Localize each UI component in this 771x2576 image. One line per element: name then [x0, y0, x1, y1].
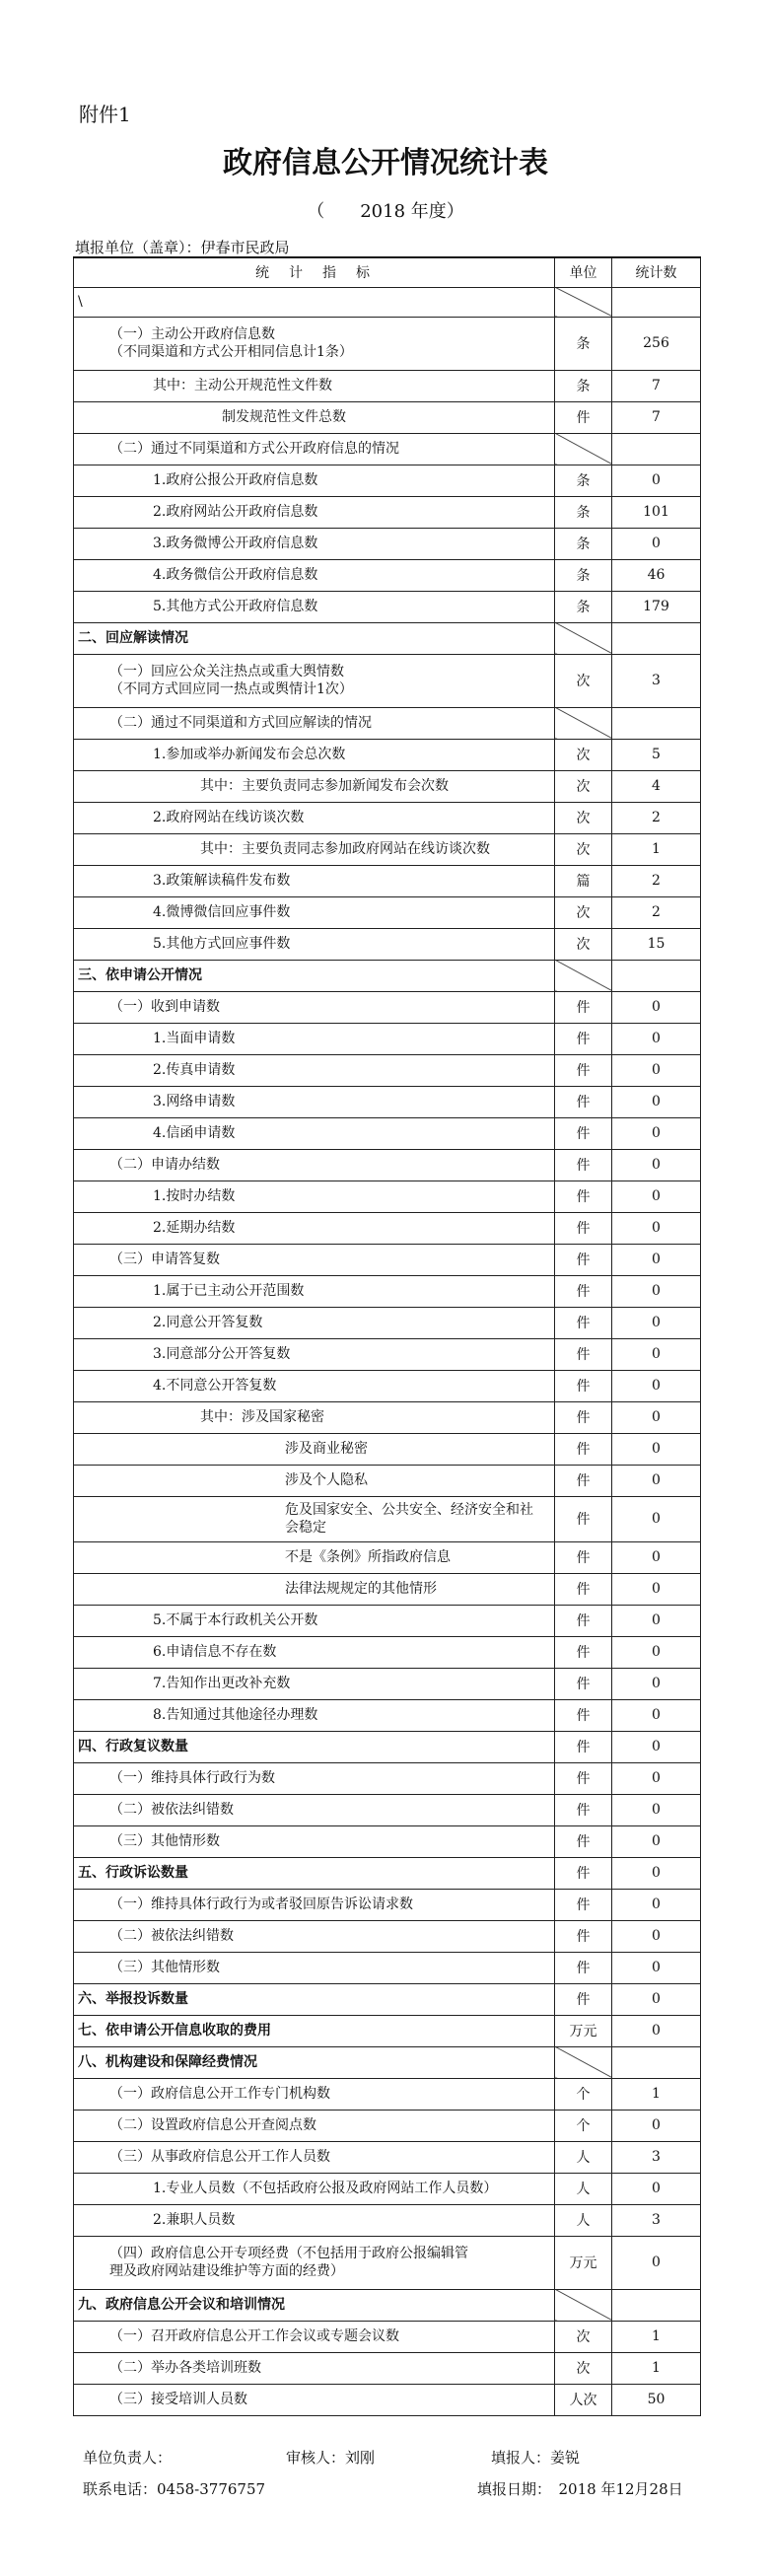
- row-label: 不是《条例》所指政府信息: [74, 1541, 555, 1573]
- row-unit: 条: [555, 496, 612, 528]
- table-row: [74, 317, 701, 370]
- row-label: 八、机构建设和保障经费情况: [74, 2046, 555, 2078]
- row-value: 0: [612, 1338, 701, 1370]
- table-row: [74, 833, 701, 865]
- row-value: 0: [612, 1605, 701, 1636]
- table-row: [74, 802, 701, 833]
- row-label: （二）通过不同渠道和方式公开政府信息的情况: [74, 433, 555, 465]
- row-value: 0: [612, 1465, 701, 1496]
- row-unit: 件: [555, 1307, 612, 1338]
- table-row: [74, 401, 701, 433]
- row-label: 1.专业人员数（不包括政府公报及政府网站工作人员数）: [74, 2173, 555, 2204]
- row-unit: 条: [555, 559, 612, 591]
- row-value: 0: [612, 1889, 701, 1920]
- row-label: （一）维持具体行政行为数: [74, 1762, 555, 1794]
- row-value: 0: [612, 1370, 701, 1401]
- row-unit: 万元: [555, 2015, 612, 2046]
- table-row: [74, 433, 701, 465]
- table-row: [74, 1762, 701, 1794]
- table-row: [74, 1244, 701, 1275]
- row-unit: 人: [555, 2204, 612, 2236]
- header-value: 统计数: [612, 257, 701, 287]
- row-value: [612, 622, 701, 654]
- table-row: [74, 1699, 701, 1731]
- row-unit: 条: [555, 591, 612, 622]
- table-row: [74, 896, 701, 928]
- row-label: （一）回应公众关注热点或重大舆情数 （不同方式回应同一热点或舆情计1次）: [74, 654, 555, 707]
- document-title: 政府信息公开情况统计表: [223, 146, 548, 180]
- row-label: 其中：主动公开规范性文件数: [74, 370, 555, 401]
- row-label: （二）设置政府信息公开查阅点数: [74, 2110, 555, 2141]
- row-unit: 次: [555, 833, 612, 865]
- table-row: [74, 1825, 701, 1857]
- table-header-row: [74, 257, 701, 287]
- row-value: 0: [612, 1401, 701, 1433]
- report-year: （ 2018 年度）: [307, 201, 464, 222]
- table-row: [74, 1117, 701, 1149]
- section-row: [74, 960, 701, 991]
- row-label: 制发规范性文件总数: [74, 401, 555, 433]
- table-row: [74, 739, 701, 770]
- row-unit: 件: [555, 1117, 612, 1149]
- row-value: 15: [612, 928, 701, 960]
- row-value: 0: [612, 1307, 701, 1338]
- row-unit: 次: [555, 770, 612, 802]
- row-value: 50: [612, 2384, 701, 2415]
- row-unit: 篇: [555, 865, 612, 896]
- table-row: [74, 2078, 701, 2110]
- row-unit: 次: [555, 2352, 612, 2384]
- row-unit: 件: [555, 1212, 612, 1244]
- row-unit: 件: [555, 1699, 612, 1731]
- table-row: [74, 1370, 701, 1401]
- row-label: 1.参加或举办新闻发布会总次数: [74, 739, 555, 770]
- row-unit: 件: [555, 1952, 612, 1983]
- row-label: （三）接受培训人员数: [74, 2384, 555, 2415]
- section-row: [74, 2046, 701, 2078]
- row-unit: 条: [555, 528, 612, 559]
- table-row: [74, 1952, 701, 1983]
- row-label: 2.同意公开答复数: [74, 1307, 555, 1338]
- row-label: 四、行政复议数量: [74, 1731, 555, 1762]
- table-row: [74, 928, 701, 960]
- table-row: [74, 1149, 701, 1181]
- row-value: 0: [612, 1636, 701, 1668]
- row-value: 0: [612, 2015, 701, 2046]
- row-unit: 次: [555, 739, 612, 770]
- row-unit: 件: [555, 1605, 612, 1636]
- row-label: （三）申请答复数: [74, 1244, 555, 1275]
- section-row: [74, 1731, 701, 1762]
- row-label: 4.政务微信公开政府信息数: [74, 559, 555, 591]
- table-row: [74, 2204, 701, 2236]
- row-label: 1.当面申请数: [74, 1023, 555, 1054]
- row-value: 0: [612, 1983, 701, 2015]
- row-value: 1: [612, 2352, 701, 2384]
- row-unit: 件: [555, 1573, 612, 1605]
- table-row: [74, 1275, 701, 1307]
- diagonal-cell: [555, 2046, 612, 2078]
- row-label: 2.政府网站在线访谈次数: [74, 802, 555, 833]
- table-row: [74, 2321, 701, 2352]
- row-value: 256: [612, 317, 701, 370]
- table-row: [74, 1794, 701, 1825]
- table-row: [74, 865, 701, 896]
- header-unit: 单位: [555, 257, 612, 287]
- table-row: [74, 707, 701, 739]
- row-value: 1: [612, 833, 701, 865]
- row-value: 0: [612, 1023, 701, 1054]
- row-label: 7.告知作出更改补充数: [74, 1668, 555, 1699]
- row-label: （三）其他情形数: [74, 1952, 555, 1983]
- row-value: 4: [612, 770, 701, 802]
- row-value: 0: [612, 1541, 701, 1573]
- row-value: 0: [612, 2236, 701, 2289]
- row-label: （二）举办各类培训班数: [74, 2352, 555, 2384]
- row-label: 2.政府网站公开政府信息数: [74, 496, 555, 528]
- section-row: [74, 1857, 701, 1889]
- row-label: （一）主动公开政府信息数 （不同渠道和方式公开相同信息计1条）: [74, 317, 555, 370]
- section-row: [74, 2015, 701, 2046]
- table-row: [74, 2110, 701, 2141]
- row-unit: 件: [555, 1338, 612, 1370]
- table-body: [74, 287, 701, 2415]
- row-unit: 件: [555, 1244, 612, 1275]
- row-label: （一）政府信息公开工作专门机构数: [74, 2078, 555, 2110]
- section-row: [74, 2289, 701, 2321]
- row-label: （二）被依法纠错数: [74, 1794, 555, 1825]
- row-label: （一）召开政府信息公开工作会议或专题会议数: [74, 2321, 555, 2352]
- row-label: 4.微博微信回应事件数: [74, 896, 555, 928]
- table-row: [74, 1496, 701, 1541]
- table-row: [74, 1605, 701, 1636]
- row-unit: 万元: [555, 2236, 612, 2289]
- diagonal-cell: [555, 960, 612, 991]
- row-value: 1: [612, 2321, 701, 2352]
- section-row: [74, 622, 701, 654]
- row-value: 0: [612, 1275, 701, 1307]
- row-value: 0: [612, 1952, 701, 1983]
- table-row: [74, 559, 701, 591]
- row-unit: 件: [555, 1983, 612, 2015]
- attachment-label: 附件1: [79, 103, 131, 126]
- row-label: 其中：主要负责同志参加新闻发布会次数: [74, 770, 555, 802]
- row-value: [612, 2289, 701, 2321]
- row-label: 4.不同意公开答复数: [74, 1370, 555, 1401]
- row-unit: 件: [555, 1370, 612, 1401]
- row-value: [612, 707, 701, 739]
- row-label: 3.政策解读稿件发布数: [74, 865, 555, 896]
- table-row: [74, 287, 701, 317]
- diagonal-cell: [555, 707, 612, 739]
- row-value: 2: [612, 802, 701, 833]
- row-unit: 次: [555, 896, 612, 928]
- row-value: 3: [612, 2204, 701, 2236]
- row-value: [612, 433, 701, 465]
- row-value: 0: [612, 1117, 701, 1149]
- row-value: 0: [612, 1857, 701, 1889]
- table-row: [74, 1433, 701, 1465]
- row-value: 0: [612, 528, 701, 559]
- row-unit: 件: [555, 1054, 612, 1086]
- table-row: [74, 370, 701, 401]
- header-indicator: 统 计 指 标: [74, 257, 555, 287]
- row-label: 3.网络申请数: [74, 1086, 555, 1117]
- row-unit: 件: [555, 1465, 612, 1496]
- row-value: 7: [612, 401, 701, 433]
- row-label: （二）通过不同渠道和方式回应解读的情况: [74, 707, 555, 739]
- row-unit: 件: [555, 1920, 612, 1952]
- table-row: [74, 1023, 701, 1054]
- row-unit: 件: [555, 1149, 612, 1181]
- row-value: 0: [612, 1794, 701, 1825]
- row-label: 其中：主要负责同志参加政府网站在线访谈次数: [74, 833, 555, 865]
- table-row: [74, 1338, 701, 1370]
- row-label: 涉及个人隐私: [74, 1465, 555, 1496]
- diagonal-cell: [555, 287, 612, 317]
- row-label: （一）收到申请数: [74, 991, 555, 1023]
- row-value: 0: [612, 2110, 701, 2141]
- row-label: 5.不属于本行政机关公开数: [74, 1605, 555, 1636]
- table-row: [74, 1573, 701, 1605]
- row-value: 0: [612, 1496, 701, 1541]
- row-value: 0: [612, 2173, 701, 2204]
- row-unit: 次: [555, 928, 612, 960]
- row-unit: 条: [555, 465, 612, 496]
- table-row: [74, 1307, 701, 1338]
- table-row: [74, 991, 701, 1023]
- reporting-unit: 填报单位（盖章）：伊春市民政局: [75, 239, 290, 256]
- row-unit: 个: [555, 2110, 612, 2141]
- table-row: [74, 1541, 701, 1573]
- row-label: 1.政府公报公开政府信息数: [74, 465, 555, 496]
- table-row: [74, 654, 701, 707]
- row-unit: 人: [555, 2173, 612, 2204]
- statistics-table: [73, 256, 701, 2416]
- row-label: 三、依申请公开情况: [74, 960, 555, 991]
- row-label: 2.传真申请数: [74, 1054, 555, 1086]
- row-label: （三）从事政府信息公开工作人员数: [74, 2141, 555, 2173]
- row-value: 7: [612, 370, 701, 401]
- row-value: 0: [612, 1244, 701, 1275]
- row-unit: 件: [555, 1762, 612, 1794]
- diagonal-cell: [555, 2289, 612, 2321]
- row-unit: 件: [555, 1731, 612, 1762]
- row-label: 六、举报投诉数量: [74, 1983, 555, 2015]
- row-value: [612, 960, 701, 991]
- row-unit: 件: [555, 1275, 612, 1307]
- row-label: 其中：涉及国家秘密: [74, 1401, 555, 1433]
- section-row: [74, 1983, 701, 2015]
- table-row: [74, 465, 701, 496]
- footer-reporter: 填报人：姜锐: [491, 2449, 581, 2467]
- row-unit: 件: [555, 401, 612, 433]
- row-unit: 人: [555, 2141, 612, 2173]
- table-row: [74, 1086, 701, 1117]
- row-unit: 件: [555, 1668, 612, 1699]
- table-row: [74, 1920, 701, 1952]
- row-label: 危及国家安全、公共安全、经济安全和社 会稳定: [74, 1496, 555, 1541]
- row-value: 0: [612, 465, 701, 496]
- row-unit: 件: [555, 1023, 612, 1054]
- row-value: 0: [612, 1573, 701, 1605]
- row-label: 3.政务微博公开政府信息数: [74, 528, 555, 559]
- row-value: 0: [612, 1054, 701, 1086]
- row-value: 0: [612, 1212, 701, 1244]
- row-unit: 次: [555, 2321, 612, 2352]
- row-value: 0: [612, 1149, 701, 1181]
- table-row: [74, 1181, 701, 1212]
- row-label: 涉及商业秘密: [74, 1433, 555, 1465]
- row-value: [612, 2046, 701, 2078]
- row-unit: 件: [555, 1401, 612, 1433]
- table-row: [74, 2352, 701, 2384]
- row-label: 8.告知通过其他途径办理数: [74, 1699, 555, 1731]
- row-label: 五、行政诉讼数量: [74, 1857, 555, 1889]
- table-row: [74, 2384, 701, 2415]
- row-label: 3.同意部分公开答复数: [74, 1338, 555, 1370]
- table-row: [74, 1212, 701, 1244]
- row-label: （一）维持具体行政行为或者驳回原告诉讼请求数: [74, 1889, 555, 1920]
- table-row: [74, 1401, 701, 1433]
- row-value: 0: [612, 1699, 701, 1731]
- table-row: [74, 2236, 701, 2289]
- row-value: [612, 287, 701, 317]
- row-value: 0: [612, 1825, 701, 1857]
- footer-date: 填报日期： 2018 年12月28日: [477, 2480, 683, 2498]
- row-unit: 次: [555, 802, 612, 833]
- row-value: 46: [612, 559, 701, 591]
- row-unit: 人次: [555, 2384, 612, 2415]
- row-unit: 次: [555, 654, 612, 707]
- row-value: 0: [612, 1433, 701, 1465]
- row-label: （四）政府信息公开专项经费（不包括用于政府公报编辑管 理及政府网站建设维护等方面的经费）: [74, 2236, 555, 2289]
- footer-phone: 联系电话：0458-3776757: [83, 2480, 266, 2498]
- row-label: 2.延期办结数: [74, 1212, 555, 1244]
- row-value: 0: [612, 991, 701, 1023]
- row-unit: 件: [555, 1794, 612, 1825]
- table-row: [74, 1889, 701, 1920]
- row-value: 0: [612, 1762, 701, 1794]
- row-value: 0: [612, 1920, 701, 1952]
- row-unit: 件: [555, 1857, 612, 1889]
- row-label: 2.兼职人员数: [74, 2204, 555, 2236]
- table-row: [74, 1465, 701, 1496]
- row-unit: 件: [555, 1825, 612, 1857]
- diagonal-cell: [555, 622, 612, 654]
- row-unit: 件: [555, 1181, 612, 1212]
- row-value: 0: [612, 1086, 701, 1117]
- row-label: 5.其他方式回应事件数: [74, 928, 555, 960]
- row-label: 6.申请信息不存在数: [74, 1636, 555, 1668]
- row-label: 法律法规规定的其他情形: [74, 1573, 555, 1605]
- table-row: [74, 770, 701, 802]
- row-unit: 条: [555, 317, 612, 370]
- row-value: 179: [612, 591, 701, 622]
- row-value: 2: [612, 865, 701, 896]
- row-value: 2: [612, 896, 701, 928]
- row-label: \: [74, 287, 555, 317]
- table-row: [74, 528, 701, 559]
- row-label: 5.其他方式公开政府信息数: [74, 591, 555, 622]
- row-value: 3: [612, 2141, 701, 2173]
- row-value: 101: [612, 496, 701, 528]
- row-label: 九、政府信息公开会议和培训情况: [74, 2289, 555, 2321]
- row-unit: 件: [555, 991, 612, 1023]
- row-value: 3: [612, 654, 701, 707]
- table-row: [74, 1636, 701, 1668]
- table-row: [74, 1054, 701, 1086]
- row-unit: 件: [555, 1086, 612, 1117]
- table-row: [74, 591, 701, 622]
- row-value: 1: [612, 2078, 701, 2110]
- row-label: 1.按时办结数: [74, 1181, 555, 1212]
- row-value: 5: [612, 739, 701, 770]
- row-unit: 件: [555, 1433, 612, 1465]
- table-row: [74, 1668, 701, 1699]
- row-unit: 件: [555, 1496, 612, 1541]
- row-unit: 个: [555, 2078, 612, 2110]
- row-value: 0: [612, 1181, 701, 1212]
- footer-reviewer: 审核人：刘刚: [286, 2449, 376, 2467]
- row-label: （三）其他情形数: [74, 1825, 555, 1857]
- table-row: [74, 2141, 701, 2173]
- row-label: 二、回应解读情况: [74, 622, 555, 654]
- row-label: （二）申请办结数: [74, 1149, 555, 1181]
- row-value: 0: [612, 1731, 701, 1762]
- row-unit: 件: [555, 1636, 612, 1668]
- row-label: （二）被依法纠错数: [74, 1920, 555, 1952]
- diagonal-cell: [555, 433, 612, 465]
- table-row: [74, 2173, 701, 2204]
- row-unit: 条: [555, 370, 612, 401]
- row-label: 七、依申请公开信息收取的费用: [74, 2015, 555, 2046]
- row-value: 0: [612, 1668, 701, 1699]
- row-label: 1.属于已主动公开范围数: [74, 1275, 555, 1307]
- row-unit: 件: [555, 1889, 612, 1920]
- row-label: 4.信函申请数: [74, 1117, 555, 1149]
- footer-leader: 单位负责人：: [83, 2449, 173, 2467]
- row-unit: 件: [555, 1541, 612, 1573]
- table-row: [74, 496, 701, 528]
